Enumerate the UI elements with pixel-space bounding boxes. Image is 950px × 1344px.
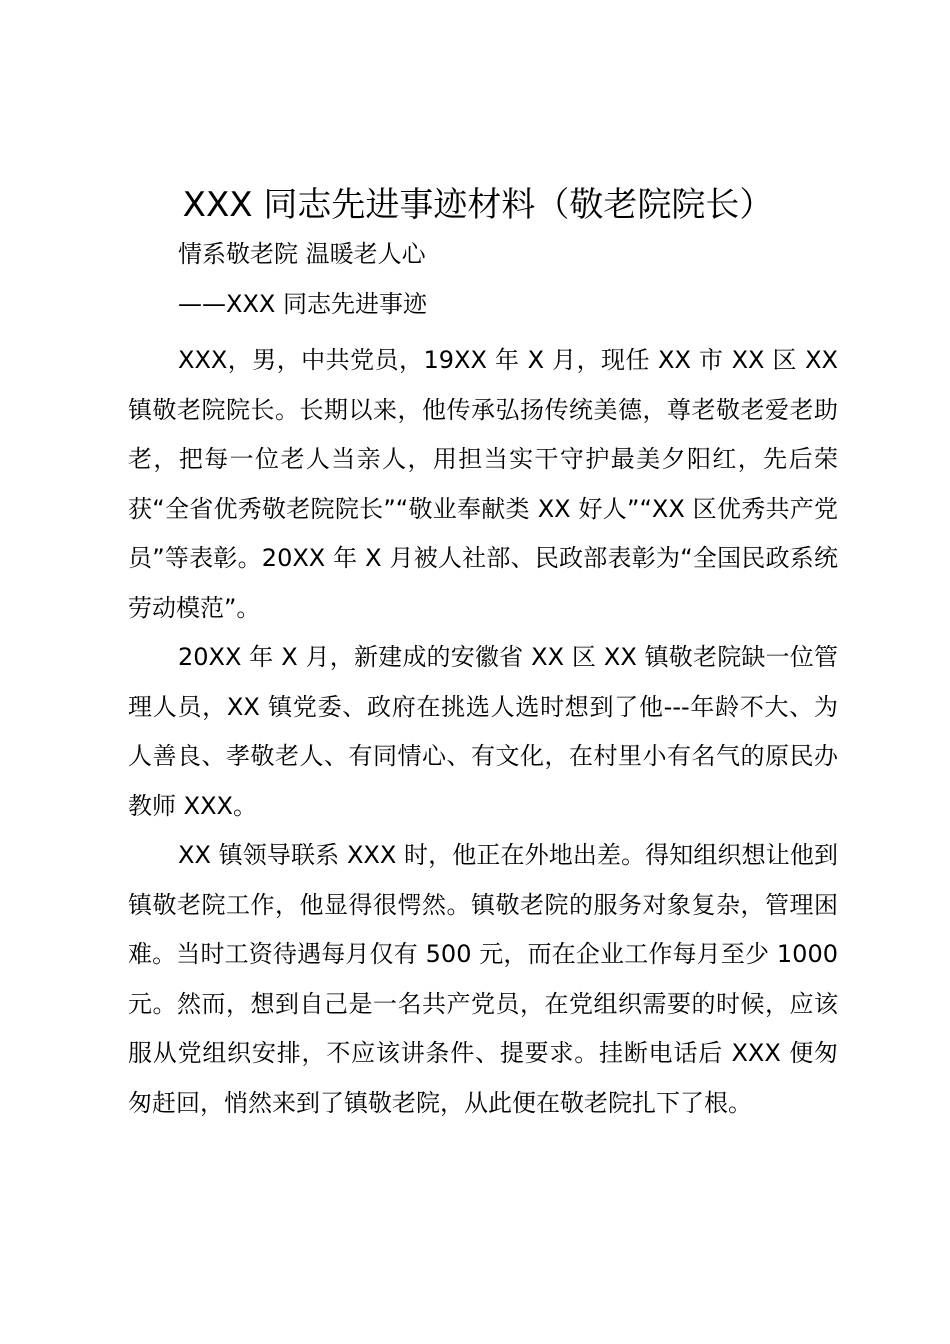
document-subtitle: 情系敬老院 温暖老人心 xyxy=(178,240,426,268)
paragraph-3: XX 镇领导联系 XXX 时，他正在外地出差。得知组织想让他到镇敬老院工作，他显得很愕然。镇敬老院的服务对象复杂，管理困难。当时工资待遇每月仅有 500 元，而在企业工作每月至少 1000 元。然而，想到自己是一名共产党员，在党组织需要的时候，应该服从党组织安排，不应该讲条件、提要求。挂断电话后 XXX 便匆匆赶回，悄然来到了镇敬老院，从此便在敬老院扎下了根。 xyxy=(128,841,838,1117)
paragraph-2: 20XX 年 X 月，新建成的安徽省 XX 区 XX 镇敬老院缺一位管理人员，XX 镇党委、政府在挑选人选时想到了他---年龄不大、为人善良、孝敬老人、有同情心、有文化，在村里小有名气的原民办教师 XXX。 xyxy=(128,643,838,820)
document-title: XXX 同志先进事迹材料（敬老院院长） xyxy=(182,185,774,225)
document-byline: ——XXX 同志先进事迹 xyxy=(178,290,427,318)
paragraph-1: XXX，男，中共党员，19XX 年 X 月，现任 XX 市 XX 区 XX 镇敬老院院长。长期以来，他传承弘扬传统美德，尊老敬老爱老助老，把每一位老人当亲人，用担当实干守护最美夕阳红，先后荣获“全省优秀敬老院院长”“敬业奉献类 XX 好人”“XX 区优秀共产党员”等表彰。20XX 年 X 月被人社部、民政部表彰为“全国民政系统劳动模范”。 xyxy=(128,346,838,622)
document-body xyxy=(128,336,838,1128)
